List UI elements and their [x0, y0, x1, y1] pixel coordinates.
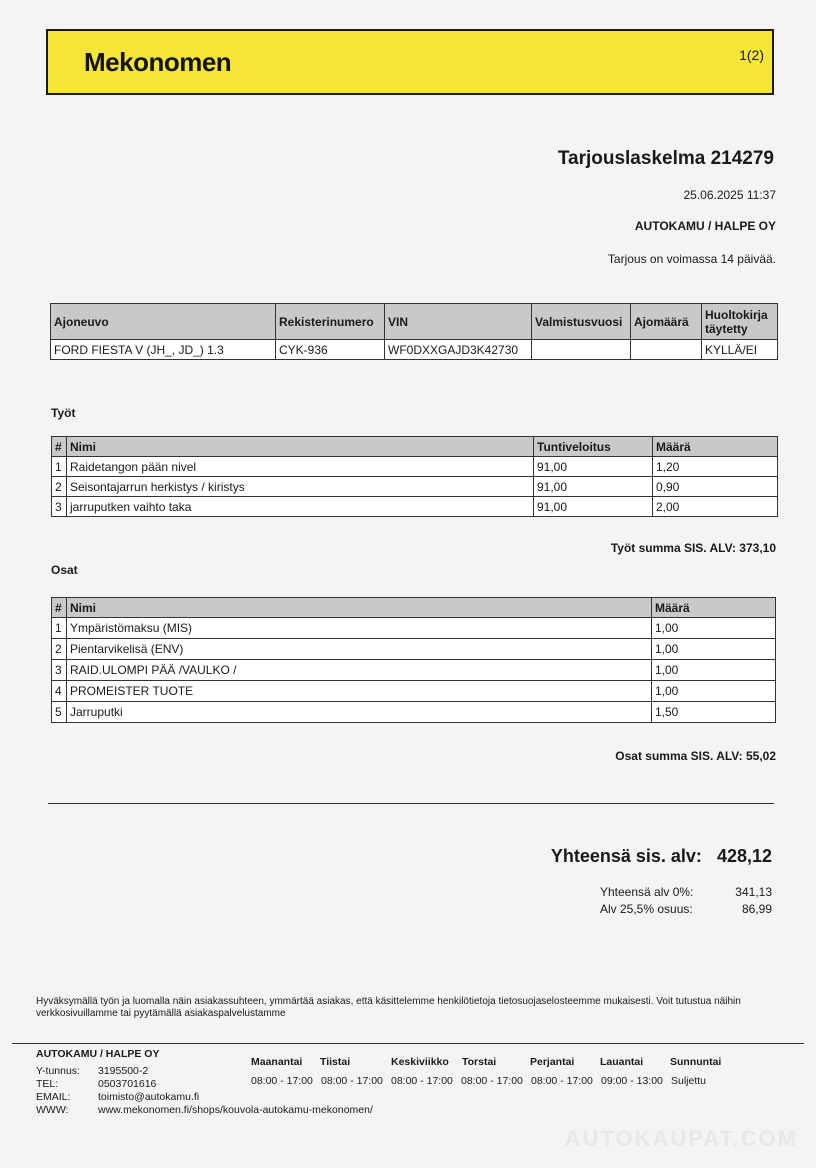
parts-header: Määrä — [652, 598, 776, 618]
hours-saturday: 09:00 - 13:00 — [601, 1075, 663, 1087]
row-number: 2 — [52, 639, 67, 660]
vehicle-header: Ajomäärä — [631, 304, 702, 340]
table-row — [52, 497, 778, 517]
day-tuesday: Tiistai — [320, 1056, 351, 1068]
page-number: 1(2) — [739, 47, 764, 63]
vehicle-header: Ajoneuvo — [51, 304, 276, 340]
hours-tuesday: 08:00 - 17:00 — [321, 1075, 383, 1087]
row-number: 1 — [52, 457, 67, 477]
vat0-label: Yhteensä alv 0%: — [600, 885, 694, 899]
row-number: 1 — [52, 618, 67, 639]
email-label: EMAIL: — [36, 1091, 71, 1103]
row-number: 3 — [52, 497, 67, 517]
vehicle-header: Valmistusvuosi — [532, 304, 631, 340]
row-number: 5 — [52, 702, 67, 723]
parts-section-title: Osat — [51, 563, 78, 577]
work-name: Raidetangon pään nivel — [67, 457, 534, 477]
table-row — [52, 660, 776, 681]
works-section-title: Työt — [51, 406, 76, 420]
hours-friday: 08:00 - 17:00 — [531, 1075, 593, 1087]
part-name: PROMEISTER TUOTE — [67, 681, 652, 702]
part-quantity: 1,00 — [652, 660, 776, 681]
hours-thursday: 08:00 - 17:00 — [461, 1075, 523, 1087]
works-header: Nimi — [67, 437, 534, 457]
row-number: 3 — [52, 660, 67, 681]
works-header: Määrä — [653, 437, 778, 457]
works-header: # — [52, 437, 67, 457]
row-number: 2 — [52, 477, 67, 497]
validity-note: Tarjous on voimassa 14 päivää. — [607, 252, 776, 266]
grand-total-value: 428,12 — [716, 846, 772, 866]
hours-monday: 08:00 - 17:00 — [251, 1075, 313, 1087]
work-quantity: 2,00 — [653, 497, 778, 517]
vehicle-cell: KYLLÄ/EI — [702, 340, 778, 360]
work-rate: 91,00 — [534, 457, 653, 477]
vehicle-cell: CYK-936 — [276, 340, 385, 360]
part-quantity: 1,00 — [652, 681, 776, 702]
work-rate: 91,00 — [534, 477, 653, 497]
parts-header: # — [52, 598, 67, 618]
table-row — [52, 639, 776, 660]
part-name: Ympäristömaksu (MIS) — [67, 618, 652, 639]
divider — [48, 803, 774, 804]
hours-wednesday: 08:00 - 17:00 — [391, 1075, 453, 1087]
row-number: 4 — [52, 681, 67, 702]
parts-header: Nimi — [67, 598, 652, 618]
parts-table — [51, 597, 776, 723]
website-link[interactable]: www.mekonomen.fi/shops/kouvola-autokamu-mekonomen/ — [98, 1104, 373, 1116]
table-row — [52, 618, 776, 639]
vehicle-cell: WF0DXXGAJD3K42730 — [385, 340, 532, 360]
table-row — [52, 681, 776, 702]
watermark: AUTOKAUPAT.COM — [564, 1126, 798, 1151]
day-saturday: Lauantai — [600, 1056, 644, 1068]
vehicle-cell — [532, 340, 631, 360]
vehicle-header: VIN — [385, 304, 532, 340]
vehicle-header: Rekisterinumero — [276, 304, 385, 340]
part-name: Pientarvikelisä (ENV) — [67, 639, 652, 660]
footer-divider — [12, 1043, 804, 1044]
day-monday: Maanantai — [251, 1056, 303, 1068]
ytunnus-label: Y-tunnus: — [36, 1065, 80, 1077]
vat-value: 86,99 — [741, 902, 772, 916]
work-rate: 91,00 — [534, 497, 653, 517]
vehicle-table — [50, 303, 778, 360]
vat0-value: 341,13 — [735, 885, 772, 899]
tel-label: TEL: — [36, 1078, 59, 1090]
footer-company: AUTOKAMU / HALPE OY — [36, 1048, 160, 1060]
part-quantity: 1,00 — [652, 639, 776, 660]
www-label: WWW: — [36, 1104, 69, 1116]
grand-total-label: Yhteensä sis. alv: — [550, 846, 702, 866]
vehicle-cell: FORD FIESTA V (JH_, JD_) 1.3 — [51, 340, 276, 360]
document-datetime: 25.06.2025 11:37 — [683, 188, 776, 202]
company-name: AUTOKAMU / HALPE OY — [634, 219, 776, 233]
table-row — [52, 477, 778, 497]
day-friday: Perjantai — [530, 1056, 575, 1068]
tel-value: 0503701616 — [98, 1078, 157, 1090]
mekonomen-logo: Mekonomen — [84, 47, 232, 77]
works-table — [51, 436, 778, 517]
works-sum: Työt summa SIS. ALV: 373,10 — [610, 541, 776, 555]
table-row — [52, 457, 778, 477]
vehicle-header: Huoltokirja täytetty — [702, 304, 778, 340]
ytunnus-value: 3195500-2 — [98, 1065, 149, 1077]
hours-sunday: Suljettu — [671, 1075, 707, 1087]
grand-total — [551, 846, 772, 867]
table-row — [52, 702, 776, 723]
vehicle-cell — [631, 340, 702, 360]
part-quantity: 1,50 — [652, 702, 776, 723]
email-link[interactable]: toimisto@autokamu.fi — [98, 1091, 200, 1103]
privacy-note: Hyväksymällä työn ja luomalla näin asiakassuhteen, ymmärtää asiakas, että käsittelemme henkilötietoja tietosuojaselosteemme mukaisesti. Voit tutustua näihin verkkosivuillamme tai pyytämällä asiakaspalvelustamme — [36, 996, 741, 1019]
work-quantity: 0,90 — [653, 477, 778, 497]
day-wednesday: Keskiviikko — [391, 1056, 449, 1068]
day-sunday: Sunnuntai — [670, 1056, 722, 1068]
work-name: jarruputken vaihto taka — [67, 497, 534, 517]
part-name: RAID.ULOMPI PÄÄ /VAULKO / — [67, 660, 652, 681]
part-name: Jarruputki — [67, 702, 652, 723]
vat-label: Alv 25,5% osuus: — [600, 902, 693, 916]
parts-sum: Osat summa SIS. ALV: 55,02 — [615, 749, 776, 763]
work-quantity: 1,20 — [653, 457, 778, 477]
day-thursday: Torstai — [462, 1056, 497, 1068]
document-title: Tarjouslaskelma 214279 — [557, 148, 774, 169]
header-banner — [46, 29, 774, 95]
work-name: Seisontajarrun herkistys / kiristys — [67, 477, 534, 497]
part-quantity: 1,00 — [652, 618, 776, 639]
works-header: Tuntiveloitus — [534, 437, 653, 457]
